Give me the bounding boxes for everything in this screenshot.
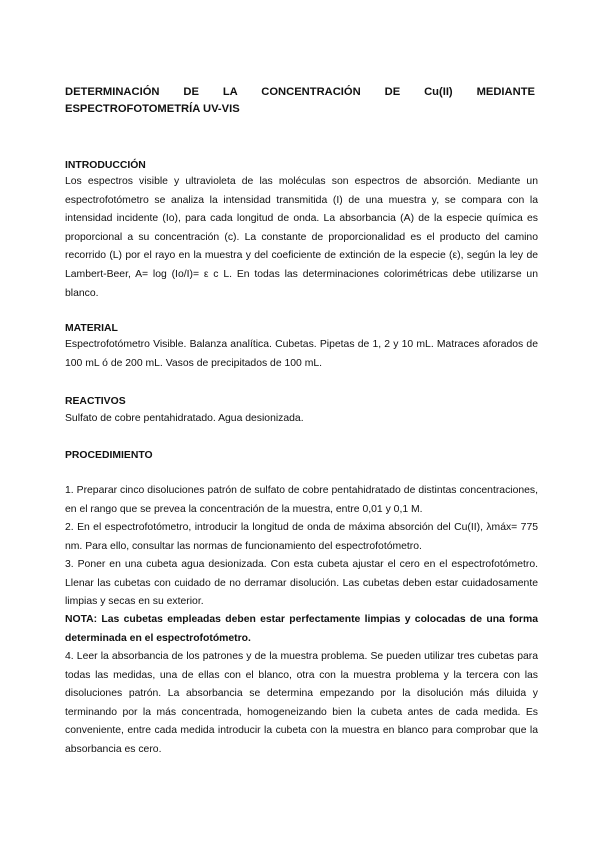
- procedure-step-3: 3. Poner en una cubeta agua desionizada. Con esta cubeta ajustar el cero en el espectrofotómetro. Llenar las cubetas con cuidado de no derramar disolución. Las cubetas deben estar cuidadosamente limpias y secas en su exterior.: [65, 559, 538, 608]
- paragraph-material: Espectrofotómetro Visible. Balanza analítica. Cubetas. Pipetas de 1, 2 y 10 mL. Matraces aforados de 100 mL ó de 200 mL. Vasos de precipitados de 100 mL.: [65, 339, 538, 369]
- heading-material: MATERIAL: [65, 323, 118, 334]
- paragraph-introduccion: Los espectros visible y ultravioleta de las moléculas son espectros de absorción. Mediante un espectrofotómetro se analiza la intensidad transmitida (I) de una muestra y, se compara con la intensidad incidente (Io), para cada longitud de onda. La absorbancia (A) de la especie química es proporcional a su concentración (c). La constante de proporcionalidad es el producto del camino recorrido (L) por el rayo en la muestra y del coeficiente de extinción de la especie (ε), según la ley de Lambert-Beer, A= log (Io/I)= ε c L. En todas las determinaciones colorimétricas debe utilizarse un blanco.: [65, 176, 538, 299]
- procedure-step-2: 2. En el espectrofotómetro, introducir la longitud de onda de máxima absorción del Cu(II), λmáx= 775 nm. Para ello, consultar las normas de funcionamiento del espectrofotómetro.: [65, 522, 538, 552]
- heading-procedimiento: PROCEDIMIENTO: [65, 450, 153, 461]
- procedure-step-1: 1. Preparar cinco disoluciones patrón de sulfato de cobre pentahidratado de distintas concentraciones, en el rango que se prevea la concentración de la muestra, entre 0,01 y 0,1 M.: [65, 485, 538, 515]
- paragraph-reactivos: Sulfato de cobre pentahidratado. Agua desionizada.: [65, 413, 304, 424]
- procedure-note: NOTA: Las cubetas empleadas deben estar perfectamente limpias y colocadas de una forma determinada en el espectrofotómetro.: [65, 614, 538, 644]
- procedure-step-4: 4. Leer la absorbancia de los patrones y de la muestra problema. Se pueden utilizar tres cubetas para todas las medidas, una de ellas con el blanco, otra con la muestra problema y la tercera con las disoluciones patrón. La absorbancia se determina empezando por la disolución más diluida y terminando por la más concentrada, homogeneizando bien la cubeta antes de cada medida. Es conveniente, entre cada medida introducir la cubeta con la muestra en blanco para comprobar que la absorbancia es cero.: [65, 651, 538, 755]
- heading-reactivos: REACTIVOS: [65, 396, 126, 407]
- heading-introduccion: INTRODUCCIÓN: [65, 160, 146, 171]
- document-title: DETERMINACIÓN DE LA CONCENTRACIÓN DE Cu(II) MEDIANTE ESPECTROFOTOMETRÍA UV-VIS: [65, 86, 535, 115]
